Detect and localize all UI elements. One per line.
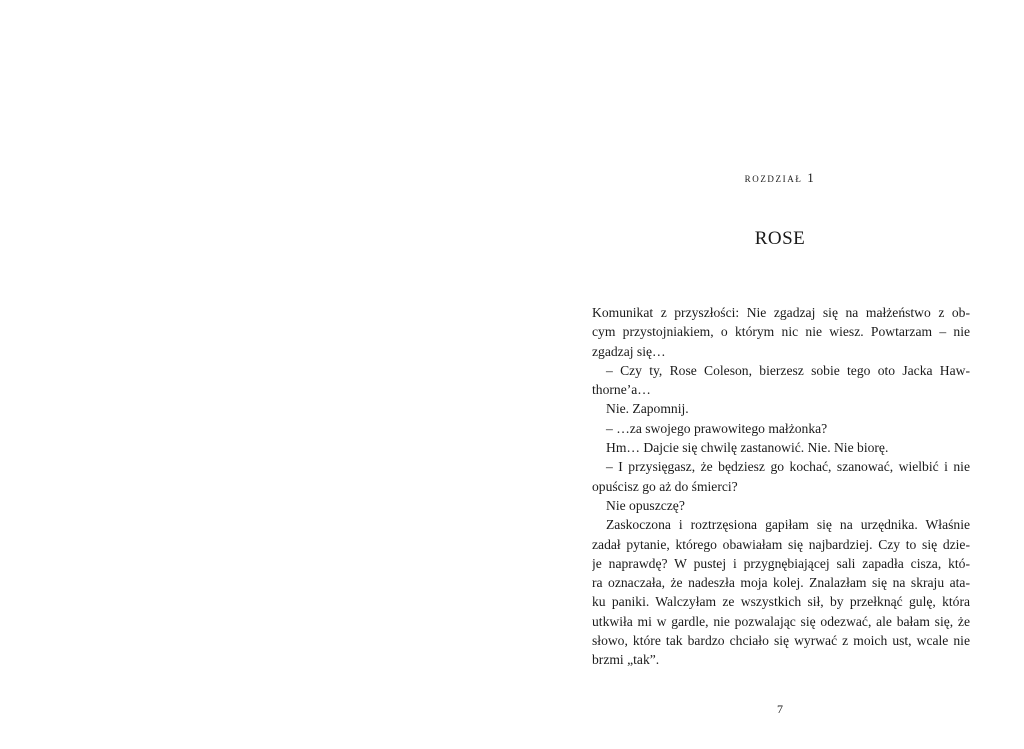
text-line: słowo, które tak bardzo chciało się wyrwać z moich ust, wcale nie [592, 633, 970, 649]
text-line: je naprawdę? W pustej i przygnębiającej sali zapadła cisza, któ- [592, 555, 970, 571]
chapter-label: rozdział 1 [744, 170, 816, 185]
text-line: thorne’a… [592, 382, 651, 398]
text-line: brzmi „tak”. [592, 652, 660, 668]
text-line: utkwiła mi w gardle, nie pozwalając się odezwać, ale bałam się, że [592, 613, 970, 629]
text-line: Zaskoczona i roztrzęsiona gapiłam się na urzędnika. Właśnie [606, 517, 970, 533]
text-line: Nie opuszczę? [606, 497, 685, 513]
text-line: Komunikat z przyszłości: Nie zgadzaj się na małżeństwo z ob- [592, 305, 970, 320]
text-line: zgadzaj się… [592, 343, 666, 359]
page-number: 7 [777, 702, 783, 716]
chapter-body-text [592, 303, 970, 670]
text-line: cym przystojniakiem, o którym nic nie wiesz. Powtarzam – nie [592, 324, 970, 340]
text-line: ra oznaczała, że nadeszła moja kolej. Znalazłam się na skraju ata- [592, 575, 970, 591]
right-page [512, 0, 1024, 749]
text-line: – …za swojego prawowitego małżonka? [606, 420, 828, 436]
text-line: – Czy ty, Rose Coleson, bierzesz sobie tego oto Jacka Haw- [606, 362, 970, 378]
text-line: zadał pytanie, którego obawiałam się najbardziej. Czy to się dzie- [592, 536, 970, 552]
text-line: – I przysięgasz, że będziesz go kochać, szanować, wielbić i nie [606, 459, 970, 475]
chapter-title: ROSE [754, 228, 806, 249]
text-line: opuścisz go aż do śmierci? [592, 478, 738, 494]
text-line: ku paniki. Walczyłam ze wszystkich sił, by przełknąć gulę, która [592, 594, 970, 610]
text-line: Hm… Dajcie się chwilę zastanowić. Nie. Nie biorę. [606, 440, 889, 456]
text-line: Nie. Zapomnij. [606, 401, 689, 417]
